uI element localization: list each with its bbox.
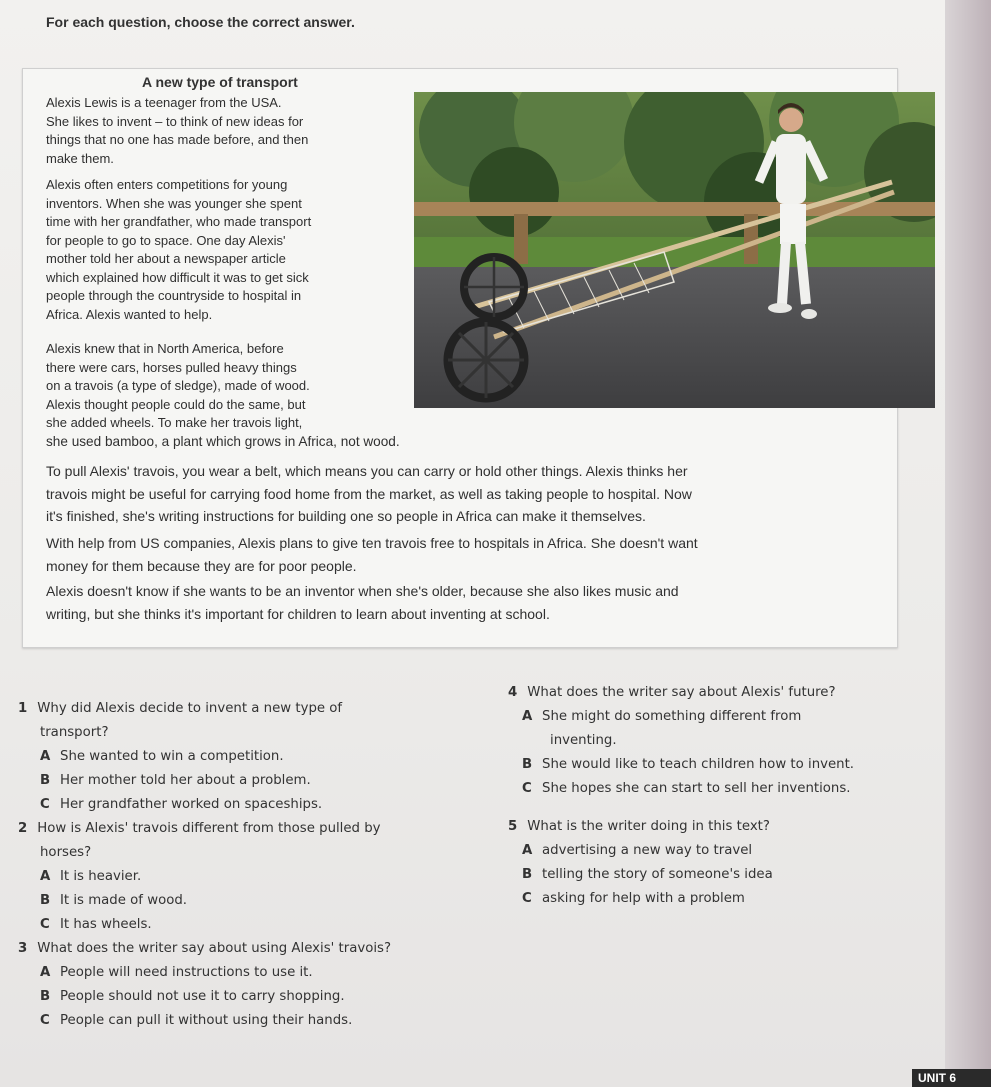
option-text-continued: inventing.	[550, 733, 617, 748]
answer-option[interactable]	[508, 839, 928, 863]
p2-line: which explained how difficult it was to get sick	[46, 269, 309, 285]
answer-option[interactable]	[18, 745, 478, 769]
option-letter: B	[522, 867, 533, 882]
p6-line: writing, but she thinks it's important for children to learn about inventing at school.	[46, 605, 550, 622]
p1-line: Alexis Lewis is a teenager from the USA.	[46, 95, 282, 110]
p2-line: Alexis often enters competitions for young	[46, 177, 288, 192]
unit-label: UNIT 6	[912, 1069, 991, 1087]
option-text: advertising a new way to travel	[542, 843, 753, 858]
answer-option[interactable]	[18, 865, 478, 889]
answer-option[interactable]	[508, 753, 928, 777]
option-letter: B	[40, 773, 51, 788]
p2-line: inventors. When she was younger she spent	[46, 195, 302, 211]
answer-option[interactable]	[18, 889, 478, 913]
p3-line: there were cars, horses pulled heavy things	[46, 359, 297, 375]
answer-option[interactable]	[18, 961, 498, 985]
page-edge	[945, 0, 991, 1087]
option-text: She hopes she can start to sell her inventions.	[542, 781, 851, 796]
option-text: asking for help with a problem	[542, 891, 745, 906]
question-number: 3	[18, 941, 28, 956]
instruction-text: For each question, choose the correct answer.	[46, 14, 355, 30]
option-text: She wanted to win a competition.	[60, 749, 284, 764]
answer-option[interactable]	[18, 769, 478, 793]
p3-line: she used bamboo, a plant which grows in Africa, not wood.	[46, 433, 400, 449]
option-letter: A	[40, 749, 51, 764]
option-text: telling the story of someone's idea	[542, 867, 773, 882]
question-stem: Why did Alexis decide to invent a new type of	[37, 701, 343, 716]
p1-line: make them.	[46, 150, 114, 166]
option-text: She might do something different from	[542, 709, 802, 724]
option-text: Her grandfather worked on spaceships.	[60, 797, 323, 812]
p4-line: it's finished, she's writing instructions for building one so people in Africa can make it themselves.	[46, 508, 646, 524]
p3-line: she added wheels. To make her travois light,	[46, 415, 303, 430]
question-stem: How is Alexis' travois different from those pulled by	[37, 821, 381, 836]
p1-line: things that no one has made before, and then	[46, 132, 309, 147]
question-number: 2	[18, 821, 28, 836]
p1-line: She likes to invent – to think of new ideas for	[46, 113, 304, 129]
photo-girl-with-travois-icon	[414, 92, 935, 408]
question-stem: horses?	[40, 845, 92, 860]
question-stem: What does the writer say about using Alexis' travois?	[37, 941, 392, 956]
answer-option[interactable]	[508, 705, 928, 729]
paragraph-2	[46, 176, 406, 324]
option-text: It is made of wood.	[60, 893, 188, 908]
option-letter: C	[40, 917, 50, 932]
option-letter: C	[40, 797, 50, 812]
answer-option[interactable]	[18, 913, 478, 937]
answer-option[interactable]	[508, 777, 928, 801]
question-1	[18, 697, 478, 817]
answer-option[interactable]	[18, 793, 478, 817]
option-letter: A	[522, 709, 533, 724]
p3-line: Alexis thought people could do the same, but	[46, 396, 306, 412]
option-text: People will need instructions to use it.	[60, 965, 313, 980]
option-letter: C	[522, 891, 532, 906]
question-stem: transport?	[40, 725, 109, 740]
option-text: People can pull it without using their hands.	[60, 1013, 353, 1028]
article-title: A new type of transport	[142, 74, 298, 90]
p4-line: travois might be useful for carrying food home from the market, as well as taking people to hospital. Now	[46, 485, 692, 502]
p2-line: Africa. Alexis wanted to help.	[46, 306, 213, 322]
question-3	[18, 937, 498, 1033]
p2-line: people through the countryside to hospital in	[46, 288, 302, 303]
paragraph-1	[46, 94, 406, 168]
option-letter: A	[40, 869, 51, 884]
answer-option[interactable]	[18, 1009, 498, 1033]
p5-line: With help from US companies, Alexis plans to give ten travois free to hospitals in Africa. She doesn't want	[46, 535, 698, 551]
option-text: She would like to teach children how to invent.	[542, 757, 855, 772]
answer-option[interactable]	[508, 863, 928, 887]
paragraph-5	[46, 532, 866, 577]
option-letter: C	[522, 781, 532, 796]
p4-line: To pull Alexis' travois, you wear a belt, which means you can carry or hold other things. Alexis thinks her	[46, 463, 688, 479]
answer-option[interactable]	[18, 985, 498, 1009]
p5-line: money for them because they are for poor people.	[46, 557, 357, 574]
option-letter: B	[40, 893, 51, 908]
question-stem: What does the writer say about Alexis' future?	[527, 685, 836, 700]
p2-line: for people to go to space. One day Alexis'	[46, 232, 286, 248]
option-letter: B	[40, 989, 51, 1004]
p2-line: mother told her about a newspaper article	[46, 251, 286, 266]
option-letter: A	[522, 843, 533, 858]
option-text: It has wheels.	[60, 917, 152, 932]
question-stem: What is the writer doing in this text?	[527, 819, 770, 834]
option-text: It is heavier.	[60, 869, 142, 884]
question-5	[508, 815, 928, 911]
option-letter: A	[40, 965, 51, 980]
option-text: Her mother told her about a problem.	[60, 773, 311, 788]
paragraph-6	[46, 580, 866, 625]
p3-line: Alexis knew that in North America, before	[46, 341, 284, 356]
question-number: 1	[18, 701, 28, 716]
question-2	[18, 817, 478, 937]
p3-line: on a travois (a type of sledge), made of wood.	[46, 378, 310, 393]
article-photo	[414, 92, 935, 408]
answer-option[interactable]	[508, 887, 928, 911]
paragraph-4	[46, 460, 866, 528]
question-number: 5	[508, 819, 518, 834]
question-4	[508, 681, 928, 801]
paragraph-3	[46, 340, 406, 451]
question-number: 4	[508, 685, 518, 700]
p2-line: time with her grandfather, who made transport	[46, 214, 312, 229]
option-letter: B	[522, 757, 533, 772]
option-text: People should not use it to carry shopping.	[60, 989, 345, 1004]
option-letter: C	[40, 1013, 50, 1028]
p6-line: Alexis doesn't know if she wants to be an inventor when she's older, because she also likes music and	[46, 583, 679, 599]
